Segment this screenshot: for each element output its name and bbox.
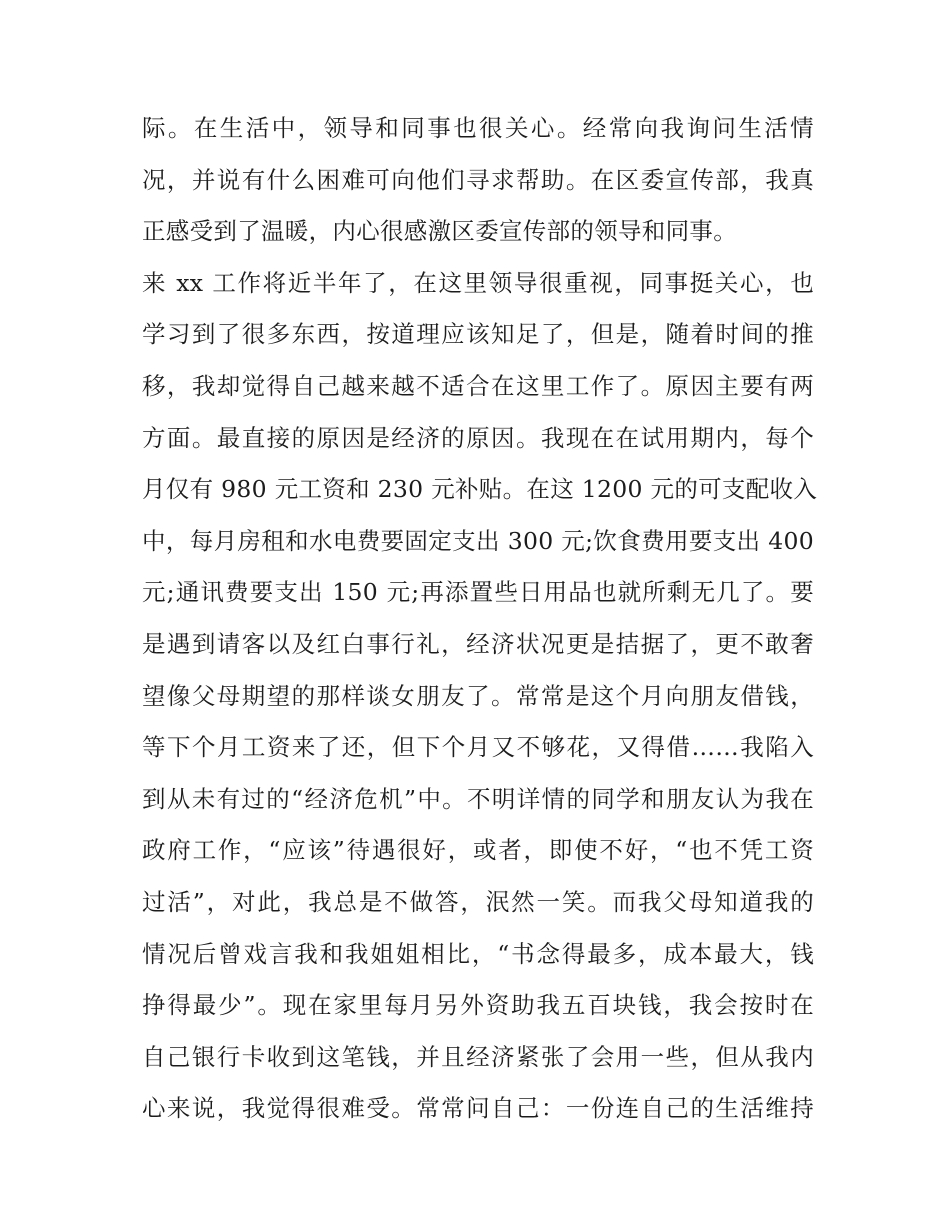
text-line-11: 是遇到请客以及红白事行礼，经济状况更是拮据了，更不敢奢: [142, 629, 814, 658]
text-line-5: 学习到了很多东西，按道理应该知足了，但是，随着时间的推: [142, 320, 814, 349]
text-line-1: 际。在生活中，领导和同事也很关心。经常向我询问生活情: [142, 114, 814, 142]
text-line-14: 到从未有过的“经济危机”中。不明详情的同学和朋友认为我在: [142, 784, 814, 813]
text-line-19: 自己银行卡收到这笔钱，并且经济紧张了会用一些，但从我内: [142, 1042, 814, 1071]
text-line-16: 过活”，对此，我总是不做答，泯然一笑。而我父母知道我的: [142, 887, 814, 916]
text-line-6: 移，我却觉得自己越来越不适合在这里工作了。原因主要有两: [142, 371, 814, 400]
text-line-15: 政府工作，“应该”待遇很好，或者，即使不好，“也不凭工资: [142, 836, 814, 865]
text-line-20: 心来说，我觉得很难受。常常问自己：一份连自己的生活维持: [142, 1094, 814, 1123]
text-line-3: 正感受到了温暖，内心很感激区委宣传部的领导和同事。: [142, 217, 737, 246]
text-line-18: 挣得最少”。现在家里每月另外资助我五百块钱，我会按时在: [142, 991, 814, 1020]
text-line-10: 元;通讯费要支出 150 元;再添置些日用品也就所剩无几了。要: [142, 578, 814, 607]
text-line-17: 情况后曾戏言我和我姐姐相比，“书念得最多，成本最大，钱: [142, 939, 814, 968]
body-text: [142, 103, 818, 1135]
text-line-2: 况，并说有什么困难可向他们寻求帮助。在区委宣传部，我真: [142, 165, 814, 194]
text-line-4: 来 xx 工作将近半年了，在这里领导很重视，同事挺关心，也: [142, 268, 814, 297]
text-line-7: 方面。最直接的原因是经济的原因。我现在在试用期内，每个: [142, 423, 814, 452]
text-line-9: 中，每月房租和水电费要固定支出 300 元;饮食费用要支出 400: [142, 526, 814, 555]
text-line-12: 望像父母期望的那样谈女朋友了。常常是这个月向朋友借钱，: [142, 681, 814, 710]
text-line-13: 等下个月工资来了还，但下个月又不够花，又得借……我陷入: [142, 733, 814, 762]
text-line-8: 月仅有 980 元工资和 230 元补贴。在这 1200 元的可支配收入: [142, 475, 818, 504]
